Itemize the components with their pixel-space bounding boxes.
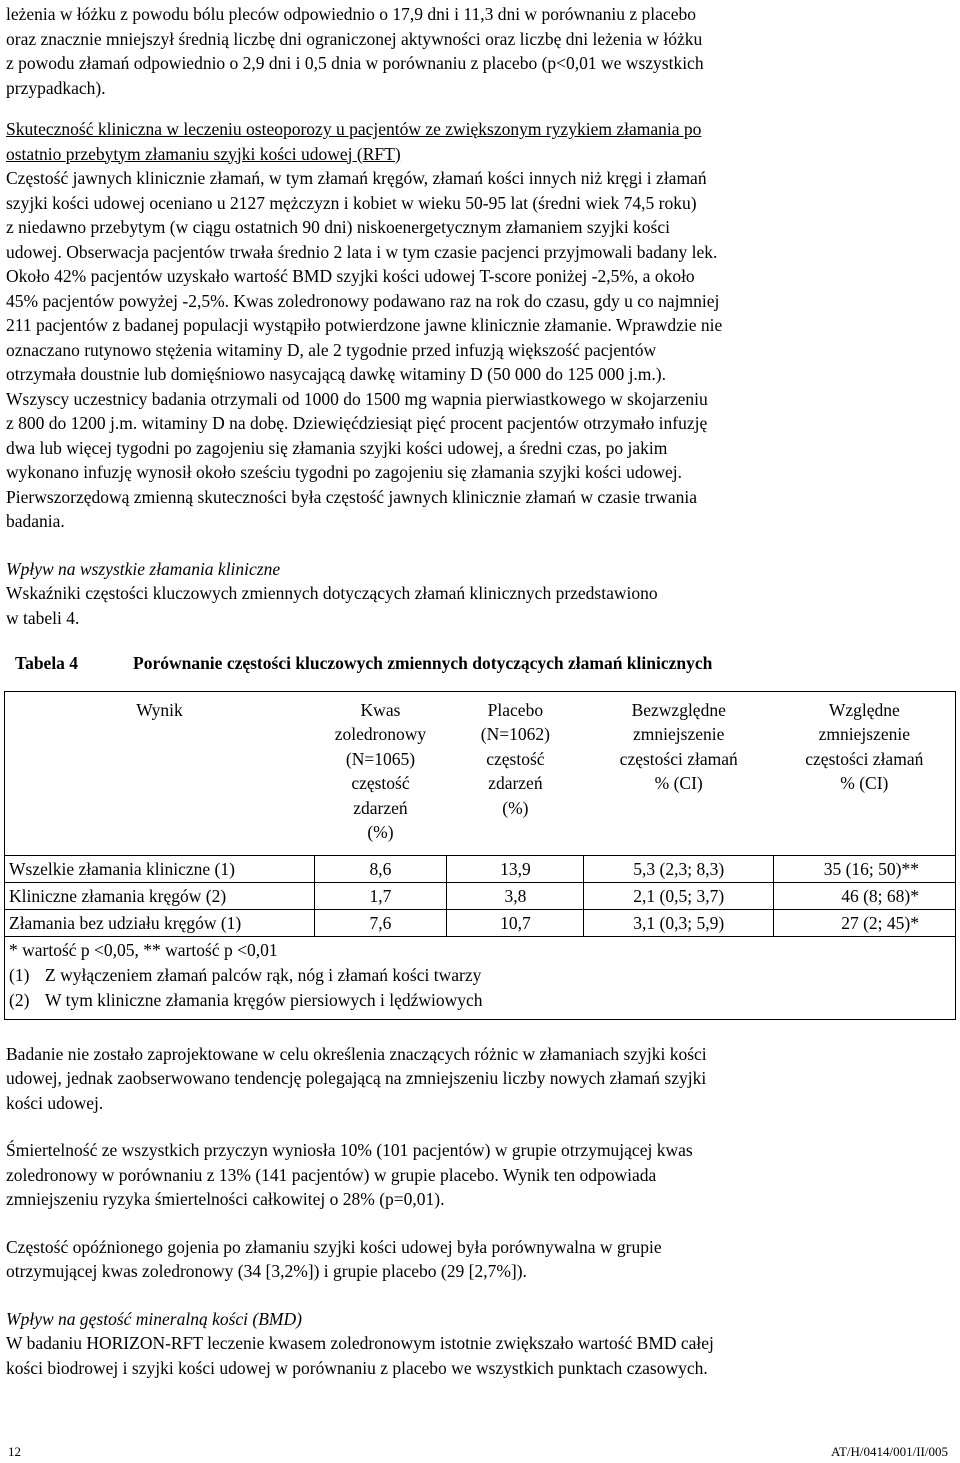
page-number: 12: [8, 1444, 21, 1459]
mortality-paragraph: Śmiertelność ze wszystkich przyczyn wyniosła 10% (101 pacjentów) w grupie otrzymującej kwas zoledronowy w porównaniu z 13% (141 pacjentów) w grupie placebo. Wynik ten odpowiada zmniejszeniu ryzyka śmiertelności całkowitej o 28% (p=0,01).: [6, 1140, 693, 1209]
table-row: [5, 909, 956, 936]
bmd-body: W badaniu HORIZON-RFT leczenie kwasem zoledronowym istotnie zwiększało wartość BMD całej kości biodrowej i szyjki kości udowej w porównaniu z placebo we wszystkich punktach czasowych.: [6, 1333, 714, 1378]
table-note: [9, 988, 951, 1013]
table-caption: [6, 651, 956, 676]
bmd-heading: Wpływ na gęstość mineralną kości (BMD): [6, 1308, 302, 1329]
intro-paragraph: leżenia w łóżku z powodu bólu pleców odpowiednio o 17,9 dni i 11,3 dni w porównaniu z placebo oraz znacznie mniejszył średnią liczbę dni ograniczonej aktywności oraz liczbę dni leżenia w łóżku z powodu złamań odpowiednio o 2,9 dni i 0,5 dnia w porównaniu z placebo (p<0,01 we wszystkich przypadkach).: [6, 4, 704, 98]
cell-relative: 46 (8; 68)*: [774, 882, 956, 909]
table-header-row: [5, 691, 956, 855]
column-header-absolute-reduction: Bezwzględne zmniejszenie częstości złamań % (CI): [619, 699, 738, 793]
hip-fracture-paragraph: Badanie nie zostało zaprojektowane w celu określenia znaczących różnic w złamaniach szyjki kości udowej, jednak zaobserwowano tendencję polegającą na zmniejszeniu liczby nowych złamań szyjki kości udowej.: [6, 1043, 707, 1113]
bmd-section: [6, 1307, 956, 1381]
table-note: [9, 963, 951, 988]
table-note: [9, 938, 951, 963]
column-header-outcome: Wynik: [136, 699, 183, 720]
cell-relative: 27 (2; 45)*: [774, 909, 956, 936]
column-header-zoledronic: Kwas zoledronowy (N=1065) częstość zdarzeń (%): [334, 699, 427, 842]
healing-paragraph: Częstość opóźnionego gojenia po złamaniu szyjki kości udowej była porównywalna w grupie otrzymującej kwas zoledronowy (34 [3,2%]) i grupie placebo (29 [2,7%]).: [6, 1236, 662, 1281]
cell-absolute: 2,1 (0,5; 3,7): [584, 882, 774, 909]
results-table: [4, 691, 956, 1020]
cell-placebo: 3,8: [447, 882, 584, 909]
all-fractures-body: Wskaźniki częstości kluczowych zmiennych dotyczących złamań klinicznych przedstawiono w tabeli 4.: [6, 583, 658, 628]
table-notes-row: [5, 936, 956, 1019]
cell-outcome: Kliniczne złamania kręgów (2): [5, 882, 315, 909]
table-notes: [5, 936, 956, 1019]
all-fractures-section: [6, 557, 956, 631]
note-text: Z wyłączeniem złamań palców rąk, nóg i złamań kości twarzy: [45, 964, 482, 985]
cell-outcome: Złamania bez udziału kręgów (1): [5, 909, 315, 936]
note-text: * wartość p <0,05, ** wartość p <0,01: [9, 939, 278, 960]
cell-zoledronic: 1,7: [314, 882, 447, 909]
rft-section: [6, 117, 956, 534]
cell-relative: 35 (16; 50)**: [774, 855, 956, 882]
cell-absolute: 5,3 (2,3; 8,3): [584, 855, 774, 882]
cell-zoledronic: 8,6: [314, 855, 447, 882]
column-header-placebo: Placebo (N=1062) częstość zdarzeń (%): [480, 699, 550, 818]
note-text: W tym kliniczne złamania kręgów piersiowych i lędźwiowych: [45, 989, 483, 1010]
column-header-relative-reduction: Względne zmniejszenie częstości złamań % (CI): [805, 699, 924, 793]
cell-placebo: 10,7: [447, 909, 584, 936]
document-page: [6, 2, 956, 1380]
table-row: [5, 855, 956, 882]
table-row: [5, 882, 956, 909]
rft-body: Częstość jawnych klinicznie złamań, w tym złamań kręgów, złamań kości innych niż kręgi i złamań szyjki kości udowej oceniano u 2127 mężczyzn i kobiet w wieku 50-95 lat (średni wiek 74,5 roku) z niedawno przebytym (w ciągu ostatnich 90 dni) niskoenergetycznym złamaniem szyjki kości udowej. Obserwacja pacjentów trwała średnio 2 lata i w tym czasie pacjenci przyjmowali badany lek. Około 42% pacjentów uzyskało wartość BMD szyjki kości udowej T-score poniżej -2,5%, a około 45% pacjentów powyżej -2,5%. Kwas zoledronowy podawano raz na rok do czasu, gdy u co najmniej 211 pacjentów z badanej populacji wystąpiło potwierdzone jawne klinicznie złamanie. Wprawdzie nie oznaczano rutynowo stężenia witaminy D, ale 2 tygodnie przed infuzją większość pacjentów otrzymała doustnie lub domięśniowo nasycającą dawkę witaminy D (50 000 do 125 000 j.m.). Wszyscy uczestnicy badania otrzymali od 1000 do 1500 mg wapnia pierwiastkowego w skojarzeniu z 800 do 1200 j.m. witaminy D na dobę. Dziewięćdziesiąt pięć procent pacjentów otrzymało infuzję dwa lub więcej tygodni po zagojeniu się złamania szyjki kości udowej, a średni czas, po jakim wykonano infuzję wynosił około sześciu tygodni po zagojeniu się złamania szyjki kości udowej. Pierwszorzędową zmienną skuteczności była częstość jawnych klinicznie złamań w czasie trwania badania.: [6, 168, 723, 531]
cell-outcome: Wszelkie złamania kliniczne (1): [5, 855, 315, 882]
cell-absolute: 3,1 (0,3; 5,9): [584, 909, 774, 936]
cell-placebo: 13,9: [447, 855, 584, 882]
rft-heading: Skuteczność kliniczna w leczeniu osteoporozy u pacjentów ze zwiększonym ryzykiem złamania po ostatnio przebytym złamaniu szyjki kości udowej (RFT): [6, 119, 702, 164]
document-code: AT/H/0414/001/II/005: [831, 1444, 948, 1459]
all-fractures-heading: Wpływ na wszystkie złamania kliniczne: [6, 558, 281, 579]
cell-zoledronic: 7,6: [314, 909, 447, 936]
note-mark: (1): [9, 964, 30, 985]
table-number: Tabela 4: [15, 653, 79, 673]
note-mark: (2): [9, 989, 30, 1010]
table-title: Porównanie częstości kluczowych zmiennych dotyczących złamań klinicznych: [133, 653, 713, 673]
